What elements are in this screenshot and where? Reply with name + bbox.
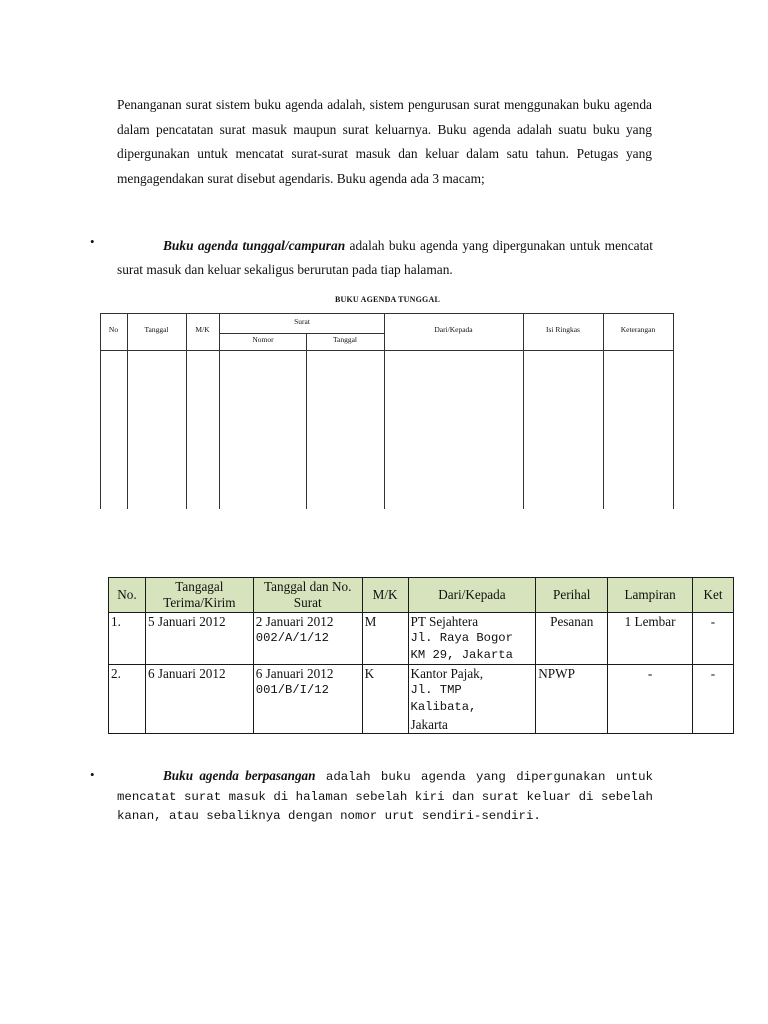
cell-no: 2. [109, 665, 146, 734]
address-line: Jl. TMP Kalibata, [410, 683, 477, 714]
form-header-keterangan: Keterangan [620, 325, 656, 334]
column-header: Perihal [536, 578, 608, 613]
agenda-data-table [108, 577, 734, 734]
form-header-isi-ringkas: Isi Ringkas [546, 325, 580, 334]
address-line: PT Sejahtera [410, 614, 479, 629]
bullet-marker: • [90, 234, 95, 249]
cell-dari-kepada [408, 613, 536, 665]
table-header-row [109, 578, 734, 613]
form-header-surat-tanggal: Tanggal [332, 335, 358, 344]
cell-ket: - [693, 665, 734, 734]
form-surat-divider [220, 333, 384, 334]
cell-surat-date: 6 Januari 2012 [255, 666, 334, 681]
cell-perihal: Pesanan [536, 613, 608, 665]
form-header-mk: M/K [195, 325, 210, 334]
column-header: Tanggal dan No. Surat [253, 578, 362, 613]
form-header-surat: Surat [294, 317, 310, 326]
address-line: Jakarta [410, 717, 448, 732]
cell-mk: M [362, 613, 408, 665]
intro-paragraph: Penanganan surat sistem buku agenda adalah, sistem pengurusan surat menggunakan buku agenda dalam pencatatan surat masuk maupun surat keluarnya. Buku agenda adalah suatu buku yang dipergunakan untuk mencatat surat-surat masuk dan keluar dalam satu tahun. Petugas yang mengagendakan surat disebut agendaris. Buku agenda ada 3 macam; [117, 97, 652, 186]
form-col-line [100, 313, 101, 509]
cell-mk: K [362, 665, 408, 734]
cell-tanggal-surat [253, 665, 362, 734]
form-header-nomor: Nomor [252, 335, 274, 344]
bullet-text [117, 767, 653, 826]
column-header: M/K [362, 578, 408, 613]
form-col-line [306, 333, 307, 509]
bullet-term: Buku agenda berpasangan [163, 768, 316, 783]
bullet-term: Buku agenda tunggal/campuran [163, 238, 346, 253]
cell-perihal: NPWP [536, 665, 608, 734]
address-line: KM 29, Jakarta [410, 648, 513, 662]
form-col-line [127, 313, 128, 509]
form-col-line [523, 313, 524, 509]
column-header: Dari/Kepada [408, 578, 536, 613]
column-header: No. [109, 578, 146, 613]
cell-tanggal-terima: 6 Januari 2012 [145, 665, 253, 734]
address-line: Jl. Raya Bogor [410, 631, 513, 645]
cell-surat-number: 001/B/I/12 [255, 683, 329, 697]
form-header-tanggal: Tanggal [144, 325, 169, 334]
cell-lampiran: 1 Lembar [608, 613, 693, 665]
cell-no: 1. [109, 613, 146, 665]
column-header: Tangagal Terima/Kirim [145, 578, 253, 613]
blank-agenda-form [100, 313, 674, 509]
address-line: Kantor Pajak, [410, 666, 484, 681]
cell-dari-kepada [408, 665, 536, 734]
bullet-description: adalah buku agenda yang dipergunakan untuk mencatat surat masuk di halaman sebelah kiri dan surat keluar di sebelah kanan, atau sebaliknya dengan nomor urut sendiri-sendiri. [117, 770, 653, 824]
form-col-line [603, 313, 604, 509]
cell-tanggal-surat [253, 613, 362, 665]
table-row [109, 613, 734, 665]
cell-tanggal-terima: 5 Januari 2012 [145, 613, 253, 665]
cell-surat-number: 002/A/1/12 [255, 631, 329, 645]
column-header: Ket [693, 578, 734, 613]
form-col-line [673, 313, 674, 509]
bullet-marker: • [90, 767, 95, 782]
cell-ket: - [693, 613, 734, 665]
form-header-dari-kepada: Dari/Kepada [434, 325, 473, 334]
form-header-no: No [108, 325, 119, 334]
column-header: Lampiran [608, 578, 693, 613]
cell-lampiran: - [608, 665, 693, 734]
bullet-text [117, 234, 653, 283]
cell-surat-date: 2 Januari 2012 [255, 614, 334, 629]
form-col-line [384, 313, 385, 509]
form-col-line [186, 313, 187, 509]
agenda-form-title: BUKU AGENDA TUNGGAL [334, 295, 440, 304]
table-row [109, 665, 734, 734]
bullet-description: adalah buku agenda yang dipergunakan untuk mencatat surat masuk dan keluar sekaligus berurutan pada tiap halaman. [117, 238, 653, 278]
